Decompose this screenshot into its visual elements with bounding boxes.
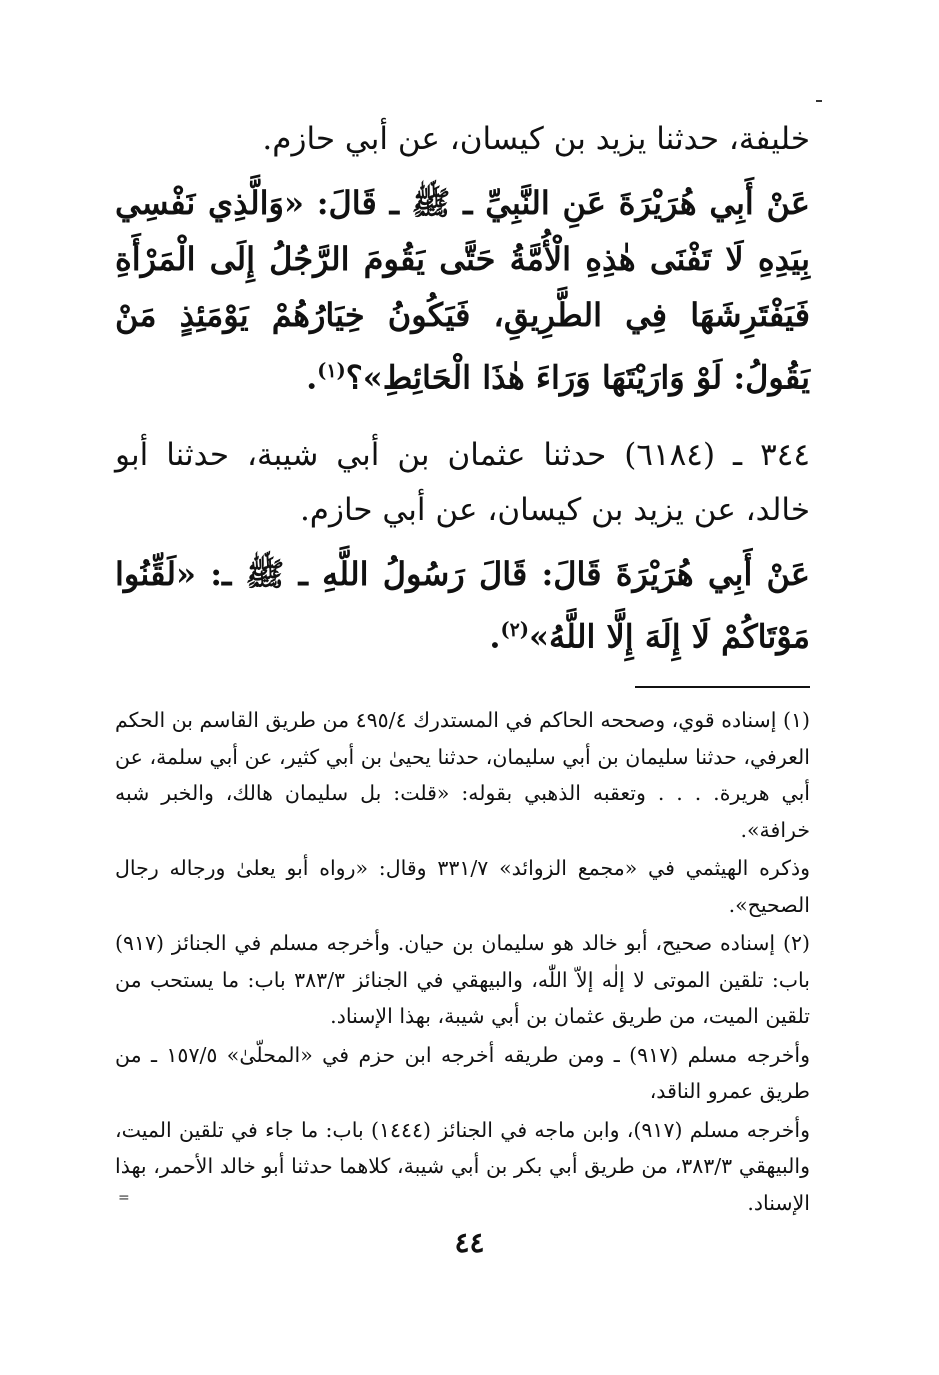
scan-mark [816,100,822,102]
main-text [115,112,810,664]
footnote-2-continued-b: وأخرجه مسلم (٩١٧)، وابن ماجه في الجنائز (١٤٤٤) باب: ما جاء في تلقين الميت، والبيهقي ٣٨٣/٣، من طريق أبي بكر بن أبي شيبة، كلاهما حدثنا أبو خالد الأحمر، بهذا الإسناد. [115,1117,810,1215]
footnote-1: (١) إسناده قوي، وصححه الحاكم في المستدرك ٤٩٥/٤ من طريق القاسم بن الحكم العرفي، حدثنا سليمان بن أبي سليمان، حدثنا يحيىٰ بن أبي كثير، عن أبي سلمة، عن أبي هريرة. . . . وتعقبه الذهبي بقوله: «قلت: بل سليمان هالك، والخبر شبه خرافة». [115,708,810,842]
page-number: ٤٤ [454,1226,485,1259]
footnote-2-continued-a: وأخرجه مسلم (٩١٧) ـ ومن طريقه أخرجه ابن حزم في «المحلّىٰ» ١٥٧/٥ ـ من طريق عمرو الناقد، [115,1042,810,1104]
hadith-344-end: . [489,617,501,656]
isnad-344: ٣٤٤ ـ (٦١٨٤) حدثنا عثمان بن أبي شيبة، حدثنا أبو خالد، عن يزيد بن كيسان، عن أبي حازم. [115,436,811,528]
page-body [115,112,810,1223]
hadith-344-text [115,546,810,665]
footnote-1-continued: وذكره الهيثمي في «مجمع الزوائد» ٣٣١/٧ وقال: «رواه أبو يعلىٰ ورجاله رجال الصحيح». [115,856,811,917]
isnad-continuation: خليفة، حدثنا يزيد بن كيسان، عن أبي حازم. [262,121,810,157]
footnote-2: (٢) إسناده صحيح، أبو خالد هو سليمان بن حيان. وأخرجه مسلم في الجنائز (٩١٧) باب: تلقين الموتى لا إلٰه إلاّ اللّٰه، والبيهقي في الجنائز ٣٨٣/٣ باب: ما يستحب من تلقين الميت، من طريق عثمان بن أبي شيبة، بهذا الإسناد. [115,931,810,1029]
hadith-343-end: . [306,358,318,397]
hadith-344-matn: عَنْ أَبِي هُرَيْرَةَ قَالَ: قَالَ رَسُولُ اللَّهِ ـ ﷺ ـ: «لَقِّنُوا مَوْتَاكُمْ لَا إِلَهَ إِلَّا اللَّهُ» [115,554,810,656]
footnote-ref-2: (٢) [500,617,529,641]
hadith-343-matn: عَنْ أَبِي هُرَيْرَةَ عَنِ النَّبِيِّ ـ ﷺ ـ قَالَ: «وَالَّذِي نَفْسِي بِيَدِهِ لَا تَفْنَى هٰذِهِ الْأُمَّةُ حَتَّى يَقُومَ الرَّجُلُ إِلَى الْمَرْأَةِ فَيَفْتَرِشَهَا فِي الطَّرِيقِ، فَيَكُونُ خِيَارُهُمْ يَوْمَئِذٍ مَنْ يَقُولُ: لَوْ وَارَيْتَهَا وَرَاءَ هٰذَا الْحَائِطِ»؟ [115,184,810,397]
footnotes [115,702,810,1221]
hadith-343-text [115,175,810,406]
footnote-divider [635,686,810,688]
footnote-ref-1: (١) [317,359,346,382]
margin-mark: = [118,1190,130,1206]
